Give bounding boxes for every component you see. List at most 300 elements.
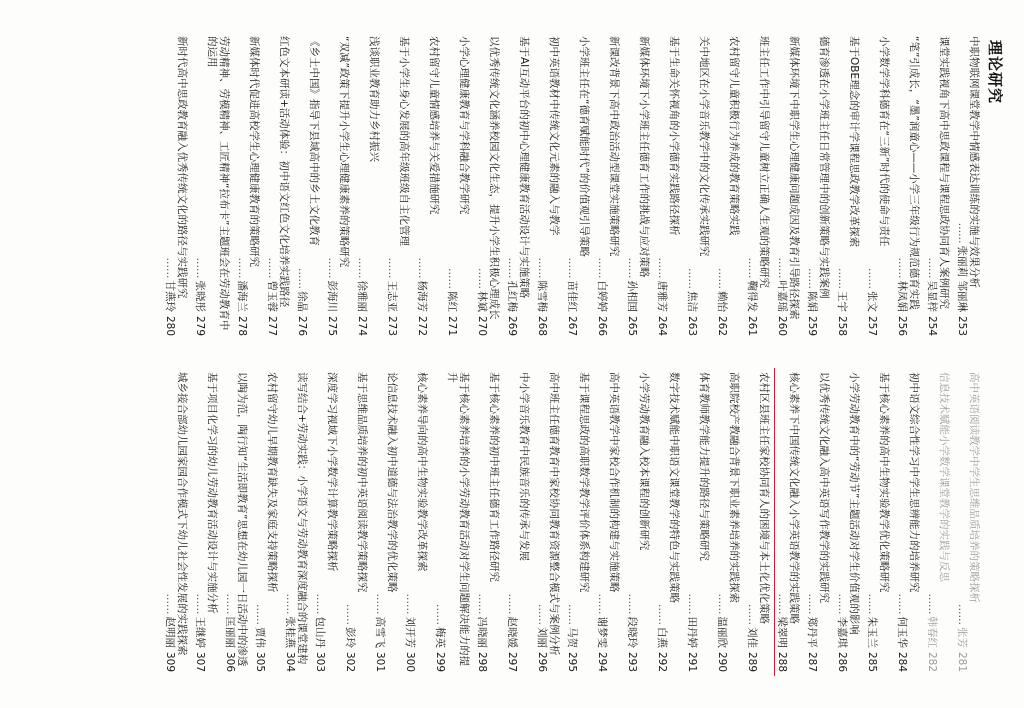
leader-dots: …… (164, 257, 176, 279)
toc-entry-title: 读写结合+劳动实践：小学语文与劳动教育深度融合的课堂建构 (296, 372, 308, 665)
toc-entry-meta (374, 372, 386, 672)
toc-entry-meta (896, 372, 908, 672)
leader-dots: …… (716, 593, 728, 615)
leader-dots: …… (506, 257, 518, 279)
leader-dots: …… (716, 267, 728, 289)
toc-entry-page-number: 309 (164, 651, 176, 672)
leader-dots: …… (386, 257, 398, 279)
toc-entry-meta (434, 372, 446, 672)
toc-entry (896, 372, 920, 672)
toc-entry (956, 36, 980, 336)
toc-entry-page-number: 269 (506, 315, 518, 336)
toc-entry-meta (476, 372, 488, 672)
toc-entry-title: 以优秀传统文化融入高中英语写作教学的实践研究 (818, 372, 830, 603)
toc-entry-page-number: 274 (356, 315, 368, 336)
toc-entry-page-number: 286 (836, 651, 848, 672)
toc-entry-author: 王继婷 (194, 616, 206, 648)
toc-entry-page-number: 272 (416, 315, 428, 336)
toc-entry-author: 张晓彤 (194, 280, 206, 312)
toc-entry-author: 林凤娟 (896, 280, 908, 312)
toc-entry-title: 基于课程思政的高职数学教学评价体系构建研究 (578, 372, 590, 593)
toc-entry-title: 核心素养下中国传统文化融入小学英语教学的实践策略 (788, 372, 800, 624)
toc-entry (686, 372, 710, 672)
toc-entry-page-number: 291 (686, 651, 698, 672)
toc-entry-page-number: 257 (866, 315, 878, 336)
toc-entry (254, 372, 278, 672)
leader-dots: …… (566, 603, 578, 625)
toc-entry (536, 372, 560, 672)
toc-entry (596, 36, 620, 336)
toc-entry (656, 372, 680, 672)
leader-dots: …… (476, 267, 488, 289)
toc-entry-author: 徐晶 (296, 290, 308, 312)
leader-dots: …… (896, 257, 908, 279)
toc-entry (656, 36, 680, 336)
toc-entry-author: 孙相国 (626, 280, 638, 312)
toc-entry-title: 课堂实践视角下高中思政课程与课程思政协同育人案例研究 (938, 36, 950, 309)
toc-entry-page-number: 277 (266, 315, 278, 336)
toc-entry-title: 劳动精神、劳模精神、工匠精神“拉布卡”主题班会在劳动教育中的运用 (206, 36, 230, 331)
toc-entry-author: 高雪飞 (374, 616, 386, 648)
toc-entry-meta (686, 372, 698, 672)
toc-entry-title: 农村留守幼儿早期教育缺失及家庭支持策略探析 (266, 372, 278, 593)
toc-entry-meta (896, 36, 908, 336)
toc-entry-title: 基于核心素养的高中生物实验教学优化策略研究 (878, 372, 890, 593)
leader-dots: …… (806, 593, 818, 615)
toc-entry-meta (926, 372, 938, 672)
toc-entry-meta (344, 372, 356, 672)
toc-entry-page-number: 254 (926, 315, 938, 336)
toc-entry (356, 36, 380, 336)
toc-entry-page-number: 271 (446, 315, 458, 336)
toc-entry-meta (194, 372, 206, 672)
toc-entry-author: 张芳 (956, 626, 968, 648)
toc-entry-page-number: 267 (566, 315, 578, 336)
toc-entry-title: 小学心理健康教育与学科融合教学研究 (458, 36, 470, 215)
toc-entry-page-number: 304 (284, 651, 296, 672)
leader-dots: …… (314, 593, 326, 615)
toc-entry (476, 36, 500, 336)
toc-entry-author: 苗佳红 (566, 280, 578, 312)
toc-entry-page-number: 270 (476, 315, 488, 336)
leader-dots: …… (866, 593, 878, 615)
toc-entry-title: 高中英语阅读教学中学生思维品质培养的策略探析 (968, 372, 980, 603)
toc-entry (566, 372, 590, 672)
toc-entry-title: “双减”政策下提升小学生心理健康素养的策略研究 (338, 36, 350, 268)
toc-entry-page-number: 297 (506, 651, 518, 672)
toc-entry-page-number: 282 (926, 651, 938, 672)
leader-dots: …… (476, 593, 488, 615)
toc-entry-title: 红色文本研读+活动体验：初中语文红色文化培养实践路径 (278, 36, 290, 308)
toc-entry-meta (656, 36, 668, 336)
toc-entry-author: 梁翠明 (776, 616, 788, 648)
toc-entry-page-number: 278 (236, 315, 248, 336)
toc-entry-page-number: 285 (866, 651, 878, 672)
toc-entry (836, 36, 860, 336)
leader-dots: …… (956, 603, 968, 625)
toc-entry-meta (626, 372, 638, 672)
leader-dots: …… (926, 593, 938, 615)
toc-entry (746, 36, 770, 336)
toc-entry-page-number: 260 (776, 315, 788, 336)
toc-entry-title: 基于核心素养培养的小学劳动教育活动对学生问题解决能力的提升 (446, 372, 470, 666)
toc-entry (506, 36, 530, 336)
toc-entry-meta (446, 36, 458, 336)
toc-entry-author: 梅英 (434, 626, 446, 648)
toc-entry (626, 372, 650, 672)
toc-entry-meta (284, 372, 296, 672)
toc-entry-meta (326, 36, 338, 336)
toc-entry (866, 36, 890, 336)
toc-entry-title: 中小学音乐教育中民族音乐的传承与发展 (518, 372, 530, 561)
leader-dots: …… (296, 267, 308, 289)
toc-entry (746, 372, 770, 672)
toc-entry-author: 张丽莉 邹丽琳 (956, 245, 968, 312)
toc-entry (776, 372, 800, 672)
toc-entry (194, 36, 230, 336)
toc-entry-title: 高中英语教学中家校合作机制的构建与实施策略 (608, 372, 620, 593)
leader-dots: …… (344, 603, 356, 625)
leader-dots: …… (326, 257, 338, 279)
toc-entry-page-number: 275 (326, 315, 338, 336)
toc-entry-title: 新时代高中思政教育融入优秀传统文化的路径与实践研究 (176, 36, 188, 299)
toc-entry (626, 36, 650, 336)
toc-entry-title: 新课改背景下高中政治活动型课堂实施策略研究 (608, 36, 620, 257)
toc-entry-page-number: 276 (296, 315, 308, 336)
leader-dots: …… (266, 257, 278, 279)
toc-entry-author: 李嘉琪 (836, 616, 848, 648)
leader-dots: …… (446, 267, 458, 289)
toc-entry-page-number: 262 (716, 315, 728, 336)
leader-dots: …… (806, 267, 818, 289)
toc-entry-meta (956, 36, 968, 336)
toc-entry-page-number: 306 (224, 651, 236, 672)
toc-entry (866, 372, 890, 672)
toc-entry-meta (656, 372, 668, 672)
leader-dots: …… (356, 257, 368, 279)
toc-entry-title: 数字技术赋能中职语文课堂教学的特色与实践策略 (668, 372, 680, 603)
toc-entry-title: 基于项目化学习的幼儿劳动教育活动设计与实施分析 (206, 372, 218, 614)
toc-entry (266, 36, 290, 336)
toc-entry (776, 36, 800, 336)
leader-dots: …… (536, 257, 548, 279)
toc-entry (374, 372, 398, 672)
leader-dots: …… (194, 257, 206, 279)
toc-entry (446, 36, 470, 336)
toc-entry-author: 张桂燕 (284, 616, 296, 648)
toc-entry-title: 高职院校产教融合背景下职业素养培养的实践探索 (728, 372, 740, 603)
toc-entry-meta (386, 36, 398, 336)
leader-dots: …… (596, 257, 608, 279)
leader-dots: …… (626, 593, 638, 615)
toc-entry-page-number: 298 (476, 651, 488, 672)
toc-entry-page-number: 263 (686, 315, 698, 336)
toc-entry-page-number: 295 (566, 651, 578, 672)
leader-dots: …… (746, 603, 758, 625)
leader-dots: …… (866, 267, 878, 289)
toc-entry-meta (194, 36, 206, 336)
toc-entry-meta (224, 372, 236, 672)
toc-entry-page-number: 264 (656, 315, 668, 336)
toc-entry-page-number: 287 (806, 651, 818, 672)
toc-entry-meta (536, 372, 548, 672)
toc-entry-author: 孔红梅 (506, 280, 518, 312)
toc-entry (344, 372, 368, 672)
toc-entry-page-number: 259 (806, 315, 818, 336)
toc-entry-author: 彭玲 (344, 626, 356, 648)
toc-entry-title: 论信息技术融入初中道德与法治教学的优化策略 (386, 372, 398, 593)
toc-entry-title: 新媒体环境下中职学生心理健康问题成因及教育引导路径探索 (788, 36, 800, 320)
toc-entry-author: 赵晓媛 (506, 616, 518, 648)
leader-dots: …… (926, 257, 938, 279)
toc-entry-meta (926, 36, 938, 336)
toc-entry-author: 潘海兰 (236, 280, 248, 312)
leader-dots: …… (956, 222, 968, 244)
toc-entry-author: 焦洁 (686, 290, 698, 312)
toc-entry (566, 36, 590, 336)
toc-entry-page-number: 256 (896, 315, 908, 336)
toc-entry-author: 张文 (866, 290, 878, 312)
toc-entry (296, 36, 320, 336)
leader-dots: …… (776, 257, 788, 279)
toc-entry-page-number: 281 (956, 651, 968, 672)
toc-entry-page-number: 279 (194, 315, 206, 336)
toc-entry-meta (776, 36, 788, 336)
toc-entry (806, 36, 830, 336)
toc-entry-title: “笔”引成长，“墨”润童心——小学三年级行为规范德育实践 (908, 36, 920, 310)
red-pen-underline (774, 368, 776, 676)
toc-entry (164, 372, 188, 672)
toc-entry-page-number: 290 (716, 651, 728, 672)
toc-entry-title: 小学劳动教育中的“劳动节”主题活动对学生价值观的影响 (848, 372, 860, 635)
leader-dots: …… (374, 593, 386, 615)
toc-entry (926, 372, 950, 672)
leader-dots: …… (836, 267, 848, 289)
toc-entry-page-number: 288 (776, 651, 788, 672)
toc-entry-meta (164, 36, 176, 336)
toc-entry-page-number: 305 (254, 651, 266, 672)
toc-column-left (158, 36, 980, 336)
toc-entry-author: 包山丹 (314, 616, 326, 648)
leader-dots: …… (404, 593, 416, 615)
toc-entry-title: 初中英语教材中传统文化元素的融入与教学 (548, 36, 560, 236)
toc-entry-author: 刘开芳 (404, 616, 416, 648)
toc-entry-title: 小学劳动教育融入校本课程的创新研究 (638, 372, 650, 551)
toc-entry-meta (566, 36, 578, 336)
toc-entry-page-number: 292 (656, 651, 668, 672)
toc-column-right (158, 372, 980, 672)
toc-entry-title: 农村区县班主任家校协同育人的困境与本土化优化策略 (758, 372, 770, 624)
toc-entry-author: 赖怡 (716, 290, 728, 312)
toc-entry-author: 甘燕玲 (164, 280, 176, 312)
toc-entry-title: 小学数学学科德育在“三新”时代的使命与责任 (878, 36, 890, 247)
toc-entry-author: 王志亚 (386, 280, 398, 312)
toc-entry-title: 基于OBE理念的审计学课程思政教学改革探索 (848, 36, 860, 248)
toc-entry-meta (596, 372, 608, 672)
toc-entry-title: 体育教师教学能力提升的路径与策略研究 (698, 372, 710, 561)
toc-entry-title: 基于小学生身心发展的高年级班级自主化管理 (398, 36, 410, 246)
toc-entry-author: 叶嘉瑶 (776, 280, 788, 312)
toc-entry (236, 36, 260, 336)
section-title: 理论研究 (986, 40, 1004, 105)
toc-entry-meta (356, 36, 368, 336)
toc-entry (686, 36, 710, 336)
toc-entry-author: 韩春红 (926, 616, 938, 648)
toc-entry-title: 以陶为范，陶行知“生活即教育”思想在幼儿园一日活动中的渗透 (236, 372, 248, 667)
toc-entry-page-number: 265 (626, 315, 638, 336)
toc-entry-meta (716, 36, 728, 336)
toc-entry (314, 372, 338, 672)
leader-dots: …… (536, 603, 548, 625)
toc-entry-title: 关中地区在小学音乐教学中的文化传承实践研究 (698, 36, 710, 257)
toc-entry-meta (506, 36, 518, 336)
leader-dots: …… (656, 257, 668, 279)
toc-entry-page-number: 266 (596, 315, 608, 336)
toc-entry-meta (296, 36, 308, 336)
toc-entry-title: 深度学习视域下小学数学计算教学策略探析 (326, 372, 338, 572)
toc-entry-author: 林斌 (476, 290, 488, 312)
toc-entry-title: 基于AI互动平台的初中心理健康教育活动设计与实施策略 (518, 36, 530, 299)
toc-entry-author: 冯晓丽 (476, 616, 488, 648)
toc-entry-meta (314, 372, 326, 672)
toc-entry-author: 刘丽 (536, 626, 548, 648)
leader-dots: …… (194, 593, 206, 615)
toc-entry-meta (866, 36, 878, 336)
toc-entry (836, 372, 860, 672)
toc-entry-author: 曾玉蓉 (266, 280, 278, 312)
leader-dots: …… (656, 603, 668, 625)
toc-entry-meta (806, 372, 818, 672)
toc-entry-title: 城乡接合部幼儿园家园合作模式下幼儿社会性发展的实践探索 (176, 372, 188, 656)
leader-dots: …… (416, 257, 428, 279)
toc-entry-meta (566, 372, 578, 672)
leader-dots: …… (506, 593, 518, 615)
toc-entry-meta (836, 36, 848, 336)
toc-entry-author: 田丹婷 (686, 616, 698, 648)
toc-entry-meta (686, 36, 698, 336)
toc-entry-meta (776, 372, 788, 672)
toc-entry (926, 36, 950, 336)
toc-entry-author: 赵明丽 (164, 616, 176, 648)
toc-entry-title: 新媒体环境下小学班主任德育工作的挑战与应对策略 (638, 36, 650, 278)
toc-entry-title: 基于核心素养的初中班主任德育工作路径研究 (488, 372, 500, 582)
toc-entry-meta (716, 372, 728, 672)
toc-entry-author: 鞠得发 (746, 280, 758, 312)
toc-entry-page-number: 294 (596, 651, 608, 672)
toc-entry-author: 郑丹平 (806, 616, 818, 648)
leader-dots: …… (746, 257, 758, 279)
toc-entry (284, 372, 308, 672)
leader-dots: …… (284, 593, 296, 615)
toc-entry-title: 中职物联网课堂教学中情感表达训练的实施与效果分析 (968, 36, 980, 288)
toc-entry-author: 吴显梓 (926, 280, 938, 312)
toc-entry-page-number: 296 (536, 651, 548, 672)
toc-entry-meta (806, 36, 818, 336)
toc-entry (716, 372, 740, 672)
toc-entry (164, 36, 188, 336)
toc-entry-page-number: 302 (344, 651, 356, 672)
leader-dots: …… (254, 603, 266, 625)
toc-entry-page-number: 284 (896, 651, 908, 672)
toc-entry-meta (836, 372, 848, 672)
toc-entry-meta (956, 372, 968, 672)
toc-entry-meta (254, 372, 266, 672)
leader-dots: …… (776, 593, 788, 615)
toc-entry-author: 杨海芳 (416, 280, 428, 312)
toc-entry-page-number: 300 (404, 651, 416, 672)
toc-entry-page-number: 258 (836, 315, 848, 336)
toc-entry-title: 德育渗透在小学班主任日常管理中的创新策略与实践案例 (818, 36, 830, 299)
toc-entry-title: 基于生命关怀视角的小学德育实践路径探析 (668, 36, 680, 236)
toc-entry-meta (626, 36, 638, 336)
toc-entry-author: 白燕 (656, 626, 668, 648)
toc-entry-author: 刘佳 (746, 626, 758, 648)
toc-entry-title: 基于思维品质培养的初中英语阅读教学策略探究 (356, 372, 368, 593)
leader-dots: …… (896, 593, 908, 615)
toc-entry-page-number: 253 (956, 315, 968, 336)
toc-entry-meta (746, 36, 758, 336)
toc-entry-author: 何玉华 (896, 616, 908, 648)
toc-entry-meta (416, 36, 428, 336)
leader-dots: …… (236, 257, 248, 279)
leader-dots: …… (164, 593, 176, 615)
toc-entry-author: 徐雅丽 (356, 280, 368, 312)
toc-entry-title: 信息技术赋能小学数学课堂教学的实践与反思 (938, 372, 950, 582)
toc-entry (404, 372, 428, 672)
toc-entry-title: 《乡土中国》指导下县域高中的乡土文化教育 (308, 36, 320, 246)
leader-dots: …… (626, 257, 638, 279)
toc-entry (956, 372, 980, 672)
toc-entry (386, 36, 410, 336)
toc-entry (506, 372, 530, 672)
toc-entry-page-number: 280 (164, 315, 176, 336)
toc-entry-meta (404, 372, 416, 672)
toc-entry-title: 浅谈职业教育助力乡村振兴 (368, 36, 380, 162)
toc-entry (896, 36, 920, 336)
toc-entry-meta (536, 36, 548, 336)
toc-entry (194, 372, 218, 672)
toc-entry (806, 372, 830, 672)
toc-entry (536, 36, 560, 336)
toc-entry-title: 农村留守儿童积极行为养成的教育策略实践 (728, 36, 740, 236)
toc-entry (416, 36, 440, 336)
toc-entry-page-number: 303 (314, 651, 326, 672)
toc-entry-meta (236, 36, 248, 336)
toc-entry-title: 班主任工作中引导留守儿童树立正确人生观的策略研究 (758, 36, 770, 288)
toc-entry (716, 36, 740, 336)
toc-entry-author: 王宇 (836, 290, 848, 312)
toc-entry-meta (266, 36, 278, 336)
toc-entry (596, 372, 620, 672)
toc-entry-author: 贾伟 (254, 626, 266, 648)
toc-entry-title: 高中班主任德育教育中家校协同教育资源整合模式与案例分析 (548, 372, 560, 656)
toc-entry-meta (164, 372, 176, 672)
leader-dots: …… (566, 257, 578, 279)
toc-entry-author: 温丽欣 (716, 616, 728, 648)
toc-entry-meta (476, 36, 488, 336)
toc-entry-page-number: 268 (536, 315, 548, 336)
toc-entry-author: 谢梦雯 (596, 616, 608, 648)
leader-dots: …… (836, 593, 848, 615)
toc-entry-author: 彭海川 (326, 280, 338, 312)
toc-entry-author: 匡丽丽 (224, 616, 236, 648)
toc-entry-author: 唐雅芳 (656, 280, 668, 312)
toc-entry (326, 36, 350, 336)
toc-entry-title: 以优秀传统文化涵养校园文化生态，提升小学生积极心理成长 (488, 36, 500, 320)
leader-dots: …… (596, 593, 608, 615)
toc-entry-page-number: 261 (746, 315, 758, 336)
toc-entry (434, 372, 470, 672)
